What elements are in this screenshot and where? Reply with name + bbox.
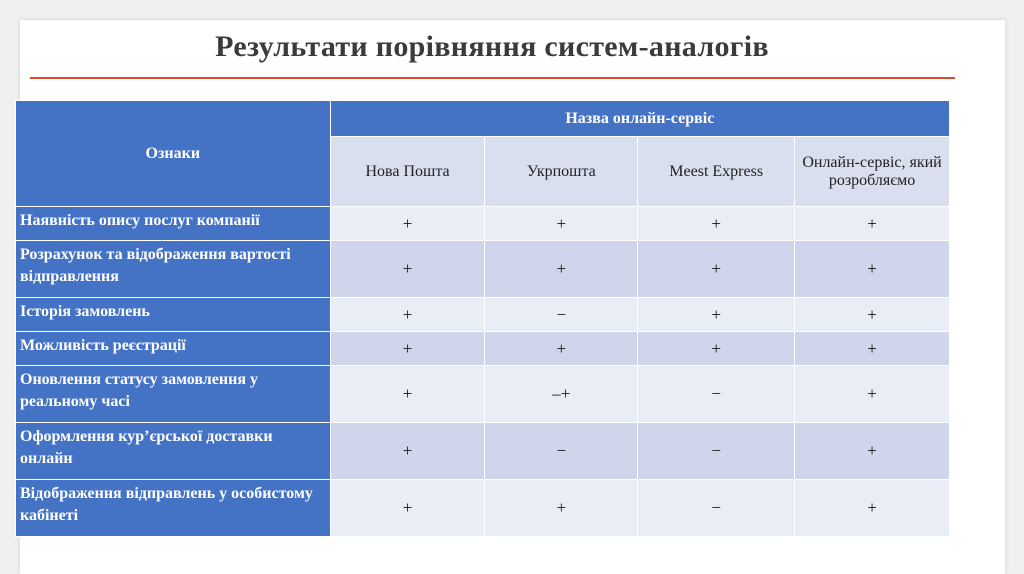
table-cell: –+ bbox=[485, 366, 638, 423]
row-label: Наявність опису послуг компанії bbox=[16, 207, 331, 241]
table-cell: + bbox=[795, 366, 950, 423]
slide-title: Результати порівняння систем-аналогів bbox=[215, 30, 769, 63]
table-cell: + bbox=[485, 207, 638, 241]
table-cell: + bbox=[795, 332, 950, 366]
features-header: Ознаки bbox=[16, 101, 331, 207]
row-label: Оновлення статусу замовлення у реальному часі bbox=[16, 366, 331, 423]
table-cell: + bbox=[330, 423, 485, 480]
table-row bbox=[16, 480, 950, 537]
table-cell: + bbox=[795, 480, 950, 537]
table-cell: + bbox=[795, 423, 950, 480]
table-cell: + bbox=[485, 480, 638, 537]
table-row bbox=[16, 332, 950, 366]
table-row bbox=[16, 366, 950, 423]
comparison-table bbox=[15, 100, 950, 537]
row-label: Оформлення кур’єрської доставки онлайн bbox=[16, 423, 331, 480]
table-cell: + bbox=[795, 207, 950, 241]
table-row bbox=[16, 207, 950, 241]
table-cell: + bbox=[330, 480, 485, 537]
row-label: Розрахунок та відображення вартості відправлення bbox=[16, 241, 331, 298]
table-cell: + bbox=[485, 332, 638, 366]
table-row bbox=[16, 241, 950, 298]
table-cell: + bbox=[485, 241, 638, 298]
row-label: Історія замовлень bbox=[16, 298, 331, 332]
table-cell: + bbox=[330, 207, 485, 241]
title-divider bbox=[30, 77, 955, 79]
row-label: Можливість реєстрації bbox=[16, 332, 331, 366]
table-cell: + bbox=[330, 298, 485, 332]
table-cell: + bbox=[638, 298, 795, 332]
table-cell: + bbox=[795, 241, 950, 298]
column-header: Нова Пошта bbox=[330, 137, 485, 207]
table-row bbox=[16, 423, 950, 480]
table-cell: − bbox=[638, 423, 795, 480]
column-header: Meest Express bbox=[638, 137, 795, 207]
table-cell: − bbox=[485, 298, 638, 332]
table-cell: + bbox=[638, 241, 795, 298]
table-row bbox=[16, 298, 950, 332]
column-header: Укрпошта bbox=[485, 137, 638, 207]
table-cell: − bbox=[485, 423, 638, 480]
table-cell: − bbox=[638, 366, 795, 423]
table-cell: + bbox=[330, 366, 485, 423]
table-cell: − bbox=[638, 480, 795, 537]
services-header: Назва онлайн-сервіс bbox=[330, 101, 949, 137]
row-label: Відображення відправлень у особистому кабінеті bbox=[16, 480, 331, 537]
table-cell: + bbox=[330, 241, 485, 298]
table-cell: + bbox=[795, 298, 950, 332]
table-cell: + bbox=[638, 207, 795, 241]
table-cell: + bbox=[330, 332, 485, 366]
table-cell: + bbox=[638, 332, 795, 366]
column-header: Онлайн-сервіс, який розробляємо bbox=[795, 137, 950, 207]
